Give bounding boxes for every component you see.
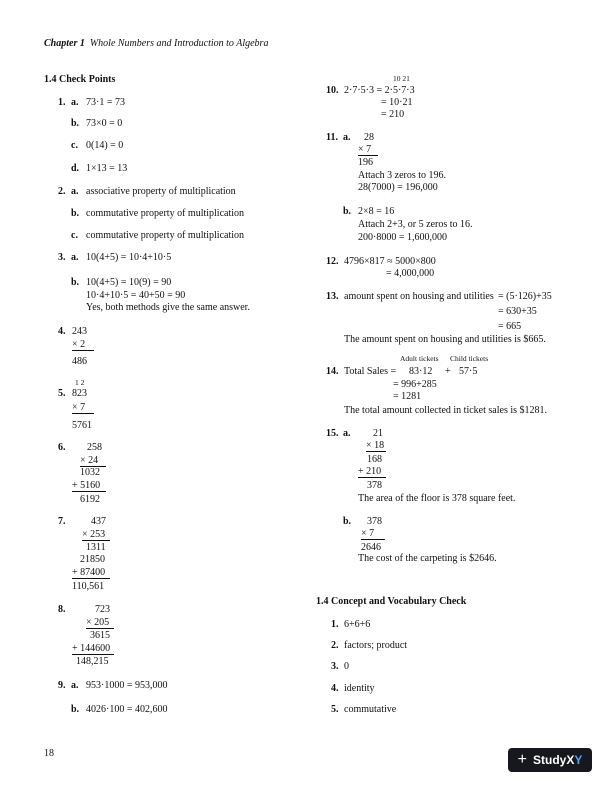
work-line: = 996+285 [393, 379, 437, 390]
answer-1d: 1×13 = 13 [86, 163, 128, 174]
studyx-logo [508, 748, 592, 772]
work-result: 148,215 [76, 656, 109, 667]
work-line: 168 [367, 454, 382, 465]
work-line: 243 [72, 326, 87, 337]
grouping-labels: 10 21 [393, 74, 410, 83]
problem-number: 11. [326, 132, 338, 143]
problem-number: 2. [58, 186, 66, 197]
answer-2c: commutative property of multiplication [86, 230, 245, 241]
problem-number: 4. [331, 683, 339, 694]
section-heading-vocabulary: 1.4 Concept and Vocabulary Check [316, 596, 467, 607]
answer-statement: The area of the floor is 378 square feet. [358, 493, 516, 504]
work-line: 28 [364, 132, 374, 143]
work-note: Attach 3 zeros to 196. [358, 170, 447, 181]
column-label: Child tickets [450, 354, 489, 363]
part-label: a. [71, 97, 79, 108]
problem-number: 14. [326, 366, 339, 377]
part-label: c. [71, 230, 78, 241]
answer-statement: The total amount collected in ticket sales is $1281. [344, 405, 548, 416]
work-result: = 665 [498, 321, 522, 332]
plus-icon: + [517, 751, 527, 768]
work-line: 258 [87, 442, 102, 453]
answer-statement: The amount spent on housing and utilities is $665. [344, 334, 546, 345]
work-line: × 253 [82, 529, 110, 541]
work-line: × 205 [86, 617, 114, 629]
work-line: 1311 [86, 542, 106, 553]
vocab-answer-1: 6+6+6 [344, 619, 371, 630]
vocab-answer-3: 0 [344, 661, 349, 672]
work-line: × 24 [80, 455, 106, 467]
part-label: b. [71, 277, 80, 288]
carry-digits: 1 2 [75, 378, 85, 387]
section-heading-check-points: 1.4 Check Points [44, 74, 116, 85]
vocab-answer-4: identity [344, 683, 375, 694]
work-line: = (5·126)+35 [498, 291, 552, 302]
problem-number: 6. [58, 442, 66, 453]
work-result: = 1281 [393, 391, 422, 402]
problem-number: 10. [326, 85, 339, 96]
problem-number: 7. [58, 516, 66, 527]
part-label: b. [71, 118, 80, 129]
problem-number: 15. [326, 428, 339, 439]
vocab-answer-2: factors; product [344, 640, 408, 651]
answer-2a: associative property of multiplication [86, 186, 236, 197]
answer-9b: 4026·100 = 402,600 [86, 704, 168, 715]
work-line: + 210 [358, 466, 386, 478]
problem-number: 3. [58, 252, 66, 263]
part-label: a. [71, 252, 79, 263]
work-line: Total Sales = [344, 366, 397, 377]
logo-text-accent: Y [574, 753, 583, 767]
chapter-number: Chapter 1 [44, 38, 85, 49]
part-label: c. [71, 140, 78, 151]
problem-number: 4. [58, 326, 66, 337]
work-line: × 7 [358, 144, 378, 156]
work-result: 196 [358, 157, 373, 168]
work-result: 2646 [361, 542, 381, 553]
part-label: a. [343, 132, 351, 143]
work-line: 2×8 = 16 [358, 206, 395, 217]
work-line: 2·7·5·3 = 2·5·7·3 [344, 85, 415, 96]
answer-9a: 953·1000 = 953,000 [86, 680, 168, 691]
problem-number: 13. [326, 291, 339, 302]
work-line: 3615 [90, 630, 110, 641]
work-result: = 4,000,000 [386, 268, 435, 279]
answer-3b-line3: Yes, both methods give the same answer. [86, 302, 250, 313]
part-label: d. [71, 163, 80, 174]
work-line: 4796×817 ≈ 5000×800 [344, 256, 436, 267]
part-label: a. [343, 428, 351, 439]
work-line: 723 [95, 604, 110, 615]
problem-number: 5. [58, 388, 66, 399]
work-line: 823 [72, 388, 87, 399]
work-result: 6192 [80, 494, 100, 505]
work-line: + [445, 366, 451, 377]
problem-number: 8. [58, 604, 66, 615]
work-line: = 630+35 [498, 306, 537, 317]
problem-number: 1. [58, 97, 66, 108]
problem-number: 3. [331, 661, 339, 672]
work-result: 110,561 [72, 581, 105, 592]
work-line: + 5160 [72, 480, 106, 492]
part-label: b. [343, 516, 352, 527]
answer-statement: The cost of the carpeting is $2646. [358, 553, 497, 564]
column-label: Adult tickets [400, 354, 439, 363]
work-line: × 18 [366, 440, 385, 451]
problem-number: 12. [326, 256, 339, 267]
work-line: 21 [373, 428, 383, 439]
page-number: 18 [44, 748, 54, 759]
work-line: 200·8000 = 1,600,000 [358, 232, 447, 243]
answer-3a: 10(4+5) = 10·4+10·5 [86, 252, 172, 263]
part-label: b. [71, 704, 80, 715]
problem-number: 1. [331, 619, 339, 630]
work-line: 378 [367, 516, 382, 527]
work-result: 378 [367, 480, 382, 491]
work-line: 28(7000) = 196,000 [358, 182, 438, 193]
work-result: 5761 [72, 420, 92, 431]
work-line: 21850 [80, 554, 105, 565]
work-line: × 2 [72, 339, 94, 351]
answer-1a: 73·1 = 73 [86, 97, 125, 108]
work-result: = 210 [381, 109, 405, 120]
problem-number: 2. [331, 640, 339, 651]
work-result: 486 [72, 356, 87, 367]
answer-1b: 73×0 = 0 [86, 118, 123, 129]
problem-number: 5. [331, 704, 339, 715]
work-note: Attach 2+3, or 5 zeros to 16. [358, 219, 473, 230]
part-label: a. [71, 186, 79, 197]
work-line: 437 [91, 516, 106, 527]
vocab-answer-5: commutative [344, 704, 397, 715]
work-line: × 7 [72, 402, 94, 414]
part-label: b. [71, 208, 80, 219]
answer-3b-line2: 10·4+10·5 = 40+50 = 90 [86, 290, 186, 301]
answer-1c: 0(14) = 0 [86, 140, 124, 151]
answer-2b: commutative property of multiplication [86, 208, 245, 219]
problem-number: 9. [58, 680, 66, 691]
work-line: = 10·21 [381, 97, 413, 108]
work-line: amount spent on housing and utilities [344, 291, 494, 302]
work-line: 1032 [80, 467, 100, 478]
chapter-title: Whole Numbers and Introduction to Algebra [89, 38, 269, 49]
part-label: a. [71, 680, 79, 691]
work-line: + 87400 [72, 567, 110, 579]
work-line: + 144600 [72, 643, 114, 655]
chapter-header [44, 38, 268, 49]
work-line: 83·12 [409, 366, 433, 377]
answer-3b-line1: 10(4+5) = 10(9) = 90 [86, 277, 172, 288]
work-line: × 7 [361, 528, 385, 540]
part-label: b. [343, 206, 352, 217]
logo-text: StudyX [532, 753, 575, 767]
work-line: 57·5 [459, 366, 478, 377]
